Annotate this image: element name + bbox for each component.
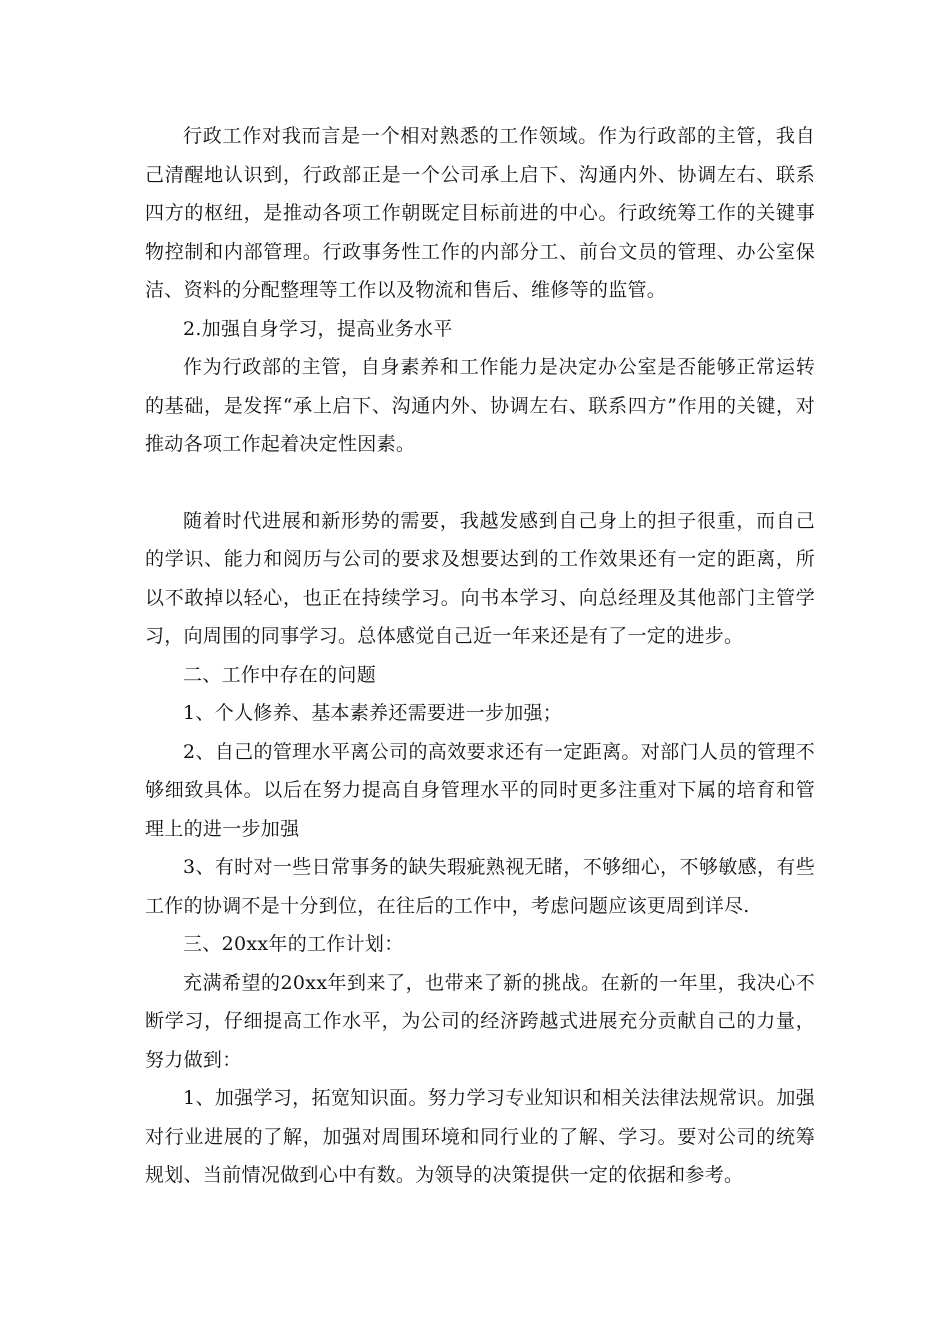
document-body xyxy=(145,117,815,1195)
paragraph-plan-intro: 充满希望的20xx年到来了，也带来了新的挑战。在新的一年里，我决心不断学习，仔细提高工作水平，为公司的经济跨越式进展充分贡献自己的力量，努力做到： xyxy=(145,971,815,1071)
heading-strengthen-learning: 2.加强自身学习，提高业务水平 xyxy=(183,317,453,340)
paragraph-admin-overview: 行政工作对我而言是一个相对熟悉的工作领域。作为行政部的主管，我自己清醒地认识到，行政部正是一个公司承上启下、沟通内外、协调左右、联系四方的枢纽，是推动各项工作朝既定目标前进的中心。行政统筹工作的关键事物控制和内部管理。行政事务性工作的内部分工、前台文员的管理、办公室保洁、资料的分配整理等工作以及物流和售后、维修等的监管。 xyxy=(145,125,815,301)
heading-work-plan: 三、20xx年的工作计划： xyxy=(183,933,404,955)
paragraph-continuous-learning: 随着时代进展和新形势的需要，我越发感到自己身上的担子很重，而自己的学识、能力和阅历与公司的要求及想要达到的工作效果还有一定的距离，所以不敢掉以轻心，也正在持续学习。向书本学习、向总经理及其他部门主管学习，向周围的同事学习。总体感觉自己近一年来还是有了一定的进步。 xyxy=(145,509,815,647)
list-item-problem-2: 2、自己的管理水平离公司的高效要求还有一定距离。对部门人员的管理不够细致具体。以后在努力提高自身管理水平的同时更多注重对下属的培育和管理上的进一步加强 xyxy=(145,740,815,840)
list-item-problem-1: 1、个人修养、基本素养还需要进一步加强； xyxy=(183,702,563,724)
list-item-problem-3: 3、有时对一些日常事务的缺失瑕疵熟视无睹，不够细心，不够敏感，有些工作的协调不是十分到位，在往后的工作中，考虑问题应该更周到详尽. xyxy=(145,856,815,917)
paragraph-spacer xyxy=(145,464,815,502)
heading-problems: 二、工作中存在的问题 xyxy=(183,663,377,686)
list-item-plan-1: 1、加强学习，拓宽知识面。努力学习专业知识和相关法律法规常识。加强对行业进展的了解，加强对周围环境和同行业的了解、学习。要对公司的统筹规划、当前情况做到心中有数。为领导的决策提供一定的依据和参考。 xyxy=(145,1087,815,1186)
paragraph-self-quality: 作为行政部的主管，自身素养和工作能力是决定办公室是否能够正常运转的基础，是发挥“承上启下、沟通内外、协调左右、联系四方”作用的关键，对推动各项工作起着决定性因素。 xyxy=(145,356,815,455)
